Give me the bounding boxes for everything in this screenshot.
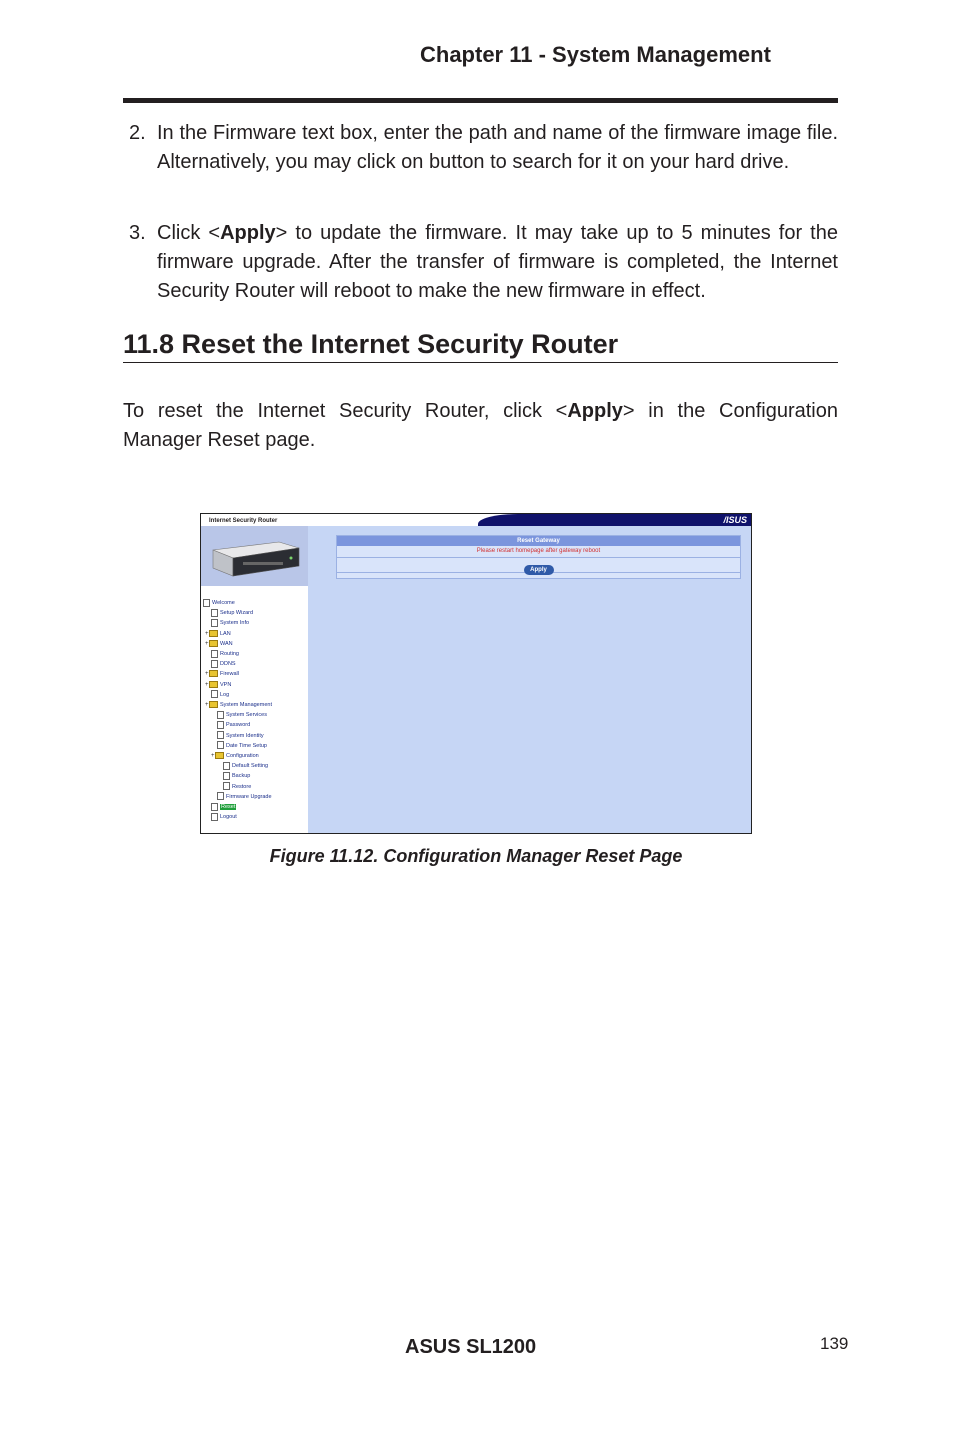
tree-item[interactable]: [217, 741, 267, 751]
page-icon: [211, 803, 218, 811]
asus-logo: /ISUS: [723, 515, 747, 525]
expand-icon[interactable]: +: [211, 753, 215, 759]
tree-item[interactable]: [205, 669, 239, 679]
page-icon: [217, 792, 224, 800]
tree-item-label: System Services: [226, 712, 267, 719]
tree-item-label: Firewall: [220, 671, 239, 678]
tree-item[interactable]: [211, 690, 229, 700]
expand-icon[interactable]: +: [205, 681, 209, 688]
tree-item-label: Password: [226, 722, 251, 729]
page-icon: [223, 762, 230, 770]
tree-item-label: Setup Wizard: [220, 610, 254, 617]
tree-item-label: Logout: [220, 814, 237, 821]
step-text: In the Firmware text box, enter the path and name of the firmware image file. Alternatively, you may click on button to search for it on your hard drive.: [157, 122, 838, 173]
page-icon: [211, 690, 218, 698]
intro-paragraph: [123, 397, 838, 455]
header-rule: [123, 98, 838, 103]
step-text-post: > to update the firmware. It may take up to 5 minutes for the firmware upgrade. After the transfer of firmware is completed, the Internet Security Router will reboot to make the new firmware in effect.: [157, 222, 838, 302]
tree-item[interactable]: [211, 608, 253, 618]
step-number: 3.: [129, 222, 146, 244]
folder-icon: [215, 752, 224, 759]
tree-item-label: System Identity: [226, 732, 264, 739]
step-number: 2.: [129, 122, 146, 144]
page-icon: [211, 813, 218, 821]
tree-item-label: VPN: [220, 681, 232, 688]
folder-icon: [209, 681, 218, 688]
expand-icon[interactable]: +: [205, 671, 209, 678]
page-icon: [211, 660, 218, 668]
step-2: [129, 119, 838, 177]
page-icon: [217, 711, 224, 719]
tree-item-label: Default Setting: [232, 763, 269, 770]
apply-row: [337, 558, 740, 573]
tree-item-label: Routing: [220, 651, 239, 657]
tree-item[interactable]: [211, 618, 249, 628]
tree-item[interactable]: [211, 751, 259, 761]
tree-item-label: WAN: [220, 640, 233, 647]
tree-item-label: Backup: [232, 773, 251, 780]
tree-item[interactable]: [211, 802, 236, 812]
tree-item-label: Restore: [232, 783, 252, 790]
figure-caption: Figure 11.12. Configuration Manager Reset Page: [269, 846, 683, 866]
apply-button[interactable]: Apply: [524, 565, 554, 575]
expand-icon[interactable]: +: [205, 630, 209, 637]
tree-item-label: LAN: [220, 630, 231, 637]
tree-item-label: Firmware Upgrade: [226, 793, 272, 800]
tree-item-label: Log: [220, 691, 230, 698]
expand-icon[interactable]: +: [205, 640, 209, 647]
page-icon: [203, 599, 210, 607]
intro-pre: To reset the Internet Security Router, click <: [123, 400, 568, 422]
page-number: 139: [820, 1334, 849, 1353]
tree-item[interactable]: [205, 629, 231, 639]
sidebar: [201, 514, 308, 833]
tree-item[interactable]: [223, 782, 251, 792]
step-3: [129, 219, 838, 306]
intro-post: > in the Configuration Manager Reset page.: [123, 400, 838, 451]
tree-item-label: Reset: [221, 804, 236, 810]
page-icon: [223, 772, 230, 780]
tree-item[interactable]: [205, 639, 233, 649]
reset-page-screenshot: [200, 513, 752, 834]
expand-icon[interactable]: +: [205, 702, 209, 708]
footer-product: ASUS SL1200: [405, 1336, 537, 1358]
tree-item[interactable]: [223, 761, 268, 771]
page-icon: [217, 721, 224, 729]
tree-item[interactable]: [223, 771, 250, 781]
tree-item-label: DDNS: [220, 661, 236, 668]
tree-item[interactable]: [217, 720, 250, 730]
intro-bold: Apply: [567, 400, 623, 422]
folder-icon: [209, 670, 218, 677]
tree-item[interactable]: [217, 792, 272, 802]
section-title: 11.8 Reset the Internet Security Router: [123, 328, 838, 363]
tree-item[interactable]: [205, 700, 272, 710]
step-text: [157, 219, 838, 306]
tree-item-label: System Management: [220, 702, 272, 708]
tree-item[interactable]: [211, 649, 239, 659]
tree-item-label: Date Time Setup: [226, 742, 267, 749]
tree-item[interactable]: [211, 659, 236, 669]
tree-item-label: Welcome: [212, 600, 235, 606]
panel-title: Reset Gateway: [337, 536, 740, 546]
step-text-bold: Apply: [220, 222, 276, 244]
chapter-header: Chapter 11 - System Management: [420, 42, 771, 67]
folder-icon: [209, 640, 218, 647]
folder-icon: [209, 701, 218, 708]
page-icon: [211, 650, 218, 658]
tree-item-label: System Info: [220, 620, 250, 627]
reset-panel: [336, 535, 741, 579]
page-icon: [223, 782, 230, 790]
tree-item[interactable]: [205, 680, 231, 690]
tree-item[interactable]: [211, 812, 237, 822]
router-device-image: [209, 536, 301, 580]
page-icon: [211, 609, 218, 617]
tree-item[interactable]: [203, 598, 235, 608]
step-text-pre: Click <: [157, 222, 221, 244]
folder-icon: [209, 630, 218, 637]
tree-item[interactable]: [217, 731, 264, 741]
top-bar: [308, 514, 751, 526]
page-icon: [211, 619, 218, 627]
brand-bar: [478, 514, 751, 526]
page-icon: [217, 731, 224, 739]
main-content: [308, 526, 751, 833]
tree-item[interactable]: [217, 710, 267, 720]
tree-item-label: Configuration: [226, 753, 259, 759]
panel-message: Please restart homepage after gateway reboot: [337, 546, 740, 558]
page-icon: [217, 741, 224, 749]
sidebar-title: Internet Security Router: [209, 518, 278, 524]
